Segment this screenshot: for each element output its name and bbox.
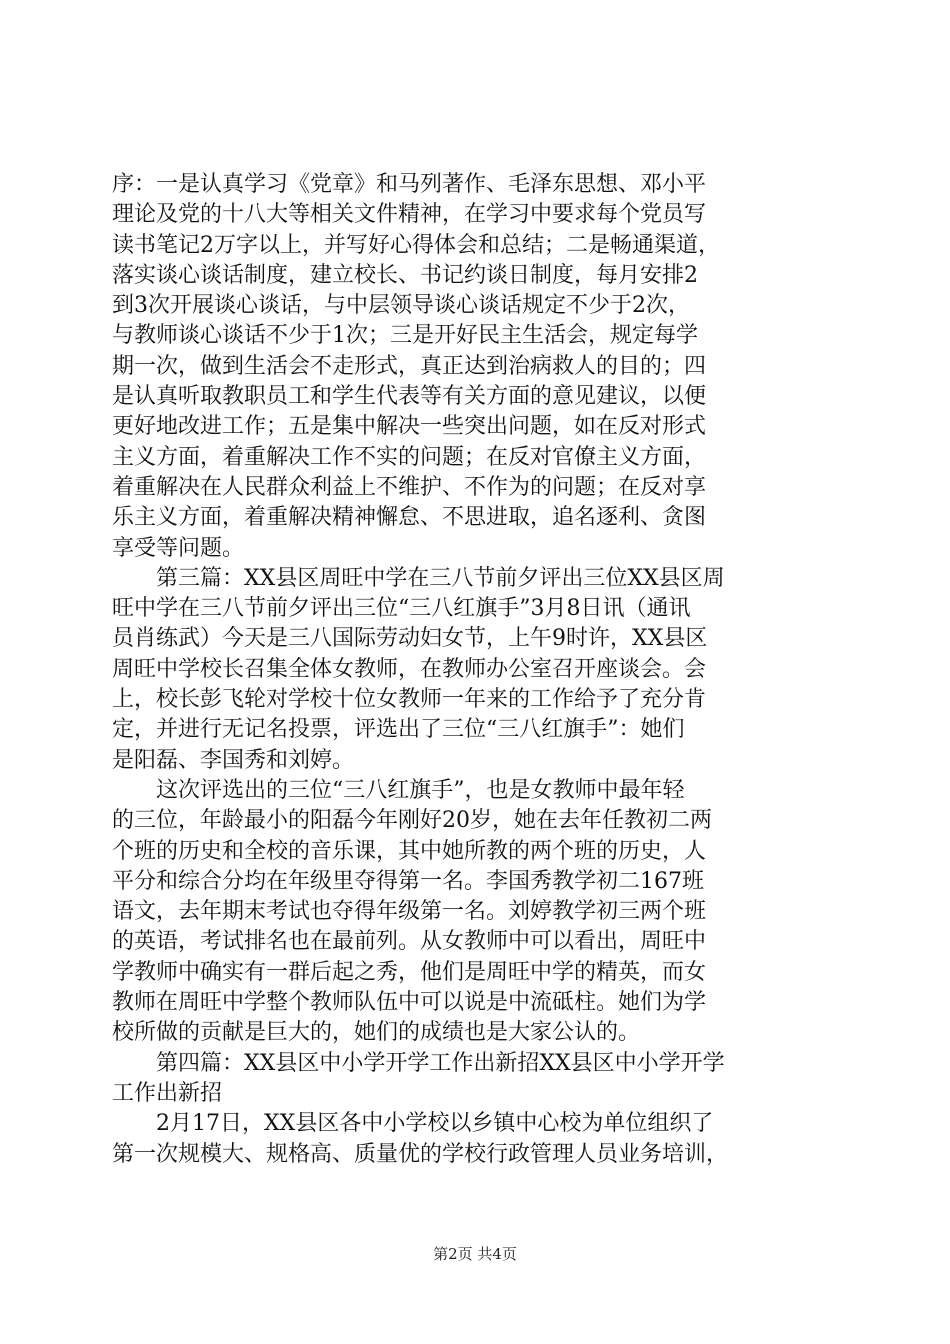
text-line: 第一次规模大、规格高、质量优的学校行政管理人员业务培训， xyxy=(112,1141,729,1167)
text-line: 2月17日，XX县区各中小学校以乡镇中心校为单位组织了 xyxy=(112,1111,714,1137)
text-line: 上，校长彭飞轮对学校十位女教师一年来的工作给予了充分肯 xyxy=(112,687,707,713)
text-line: 工作出新招 xyxy=(112,1080,223,1106)
text-line: 这次评选出的三位“三八红旗手”，也是女教师中最年轻 xyxy=(112,777,685,803)
text-line: 读书笔记2万字以上，并写好心得体会和总结；二是畅通渠道， xyxy=(112,232,720,258)
section-heading-line: 第三篇：XX县区周旺中学在三八节前夕评出三位XX县区周 xyxy=(112,565,725,591)
text-line: 到3次开展谈心谈话，与中层领导谈心谈话规定不少于2次， xyxy=(112,293,690,319)
text-line: 个班的历史和全校的音乐课，其中她所教的两个班的历史，人 xyxy=(112,838,707,864)
text-line: 定，并进行无记名投票，评选出了三位“三八红旗手”：她们 xyxy=(112,717,685,743)
text-line: 周旺中学校长召集全体女教师，在教师办公室召开座谈会。会 xyxy=(112,656,707,682)
text-line: 与教师谈心谈话不少于1次；三是开好民主生活会，规定每学 xyxy=(112,323,698,349)
text-line: 教师在周旺中学整个教师队伍中可以说是中流砥柱。她们为学 xyxy=(112,990,707,1016)
text-line: 享受等问题。 xyxy=(112,535,245,561)
text-line: 期一次，做到生活会不走形式，真正达到治病救人的目的；四 xyxy=(112,353,707,379)
text-line: 语文，去年期末考试也夺得年级第一名。刘婷教学初三两个班 xyxy=(112,899,707,925)
text-line: 的英语，考试排名也在最前列。从女教师中可以看出，周旺中 xyxy=(112,929,707,955)
text-line: 乐主义方面，着重解决精神懈怠、不思进取，追名逐利、贪图 xyxy=(112,505,707,531)
text-line: 理论及党的十八大等相关文件精神，在学习中要求每个党员写 xyxy=(112,202,707,228)
text-line: 员肖练武）今天是三八国际劳动妇女节，上午9时许，XX县区 xyxy=(112,626,708,652)
text-line: 旺中学在三八节前夕评出三位“三八红旗手”3月8日讯（通讯 xyxy=(112,596,691,622)
document-body xyxy=(112,170,842,1170)
text-line: 更好地改进工作；五是集中解决一些突出问题，如在反对形式 xyxy=(112,414,707,440)
page-number-footer: 第2页 共4页 xyxy=(433,1245,517,1263)
text-line: 平分和综合分均在年级里夺得第一名。李国秀教学初二167班 xyxy=(112,868,704,894)
text-line: 是阳磊、李国秀和刘婷。 xyxy=(112,747,355,773)
text-line: 着重解决在人民群众利益上不维护、不作为的问题；在反对享 xyxy=(112,474,707,500)
text-line: 的三位，年龄最小的阳磊今年刚好20岁，她在去年任教初二两 xyxy=(112,808,712,834)
text-line: 学教师中确实有一群后起之秀，他们是周旺中学的精英，而女 xyxy=(112,959,707,985)
text-line: 序：一是认真学习《党章》和马列著作、毛泽东思想、邓小平 xyxy=(112,172,707,197)
text-line: 校所做的贡献是巨大的，她们的成绩也是大家公认的。 xyxy=(112,1020,641,1046)
text-line: 主义方面，着重解决工作不实的问题；在反对官僚主义方面， xyxy=(112,444,707,470)
text-line: 是认真听取教职员工和学生代表等有关方面的意见建议，以便 xyxy=(112,384,707,410)
section-heading-line: 第四篇：XX县区中小学开学工作出新招XX县区中小学开学 xyxy=(112,1050,725,1076)
text-line: 落实谈心谈话制度，建立校长、书记约谈日制度，每月安排2 xyxy=(112,262,698,288)
